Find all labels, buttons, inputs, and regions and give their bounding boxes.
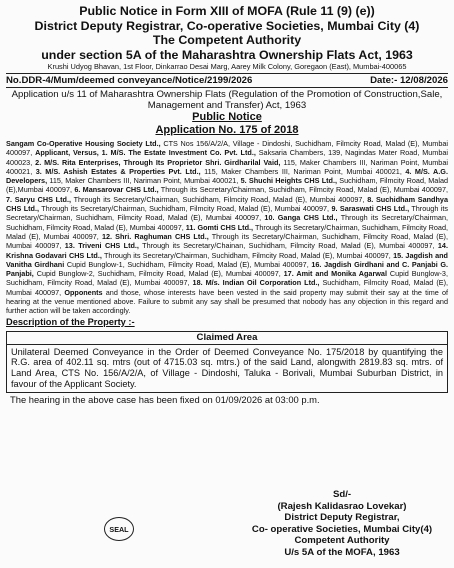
hearing-date: The hearing in the above case has been fixed on 01/09/2026 at 03:00 p.m. — [10, 393, 320, 405]
party-detail: Suchidham, Filmcity Road, Malad (E), Mumbai 400097, — [6, 278, 449, 297]
party-name: 15. Jagdish and Vanitha Girdhani — [6, 250, 448, 269]
party-detail: Through its Secretary/Chairman, Suchidham, Filmcity Road, Malad (E), Mumbai 400097, — [39, 204, 332, 214]
reference-row — [6, 73, 448, 88]
notice-heading-registrar: District Deputy Registrar, Co-operative Societies, Mumbai City (4) — [34, 18, 420, 33]
party-detail: 115, Maker Chambers III, Nariman Point, Mumbai 400021, — [47, 176, 241, 186]
party-detail: Cupid Bunglow-2, Suchidham, Filmcity Road, Malad (E), Mumbai 400097, — [33, 269, 284, 279]
party-detail: and those, whose interests have been vested in the said property may submit their say at the time of hearing at the venue mentioned above. Failure to submit any say shall be presumed that nobody has any objection in this regard and further action will be taken accordingly. — [6, 287, 448, 316]
party-name: 2. M/S. Rita Enterprises, Through Its Proprietor Shri. Girdharilal Vaid, — [35, 157, 281, 167]
signature-block — [236, 489, 448, 559]
party-name: 9. Saraswati CHS Ltd., — [331, 204, 410, 214]
seal-stamp: SEAL — [104, 517, 134, 541]
party-detail: Through its Secretary/Chairman, Suchidham, Filmcity Road, Malad (E), Mumbai 400097, — [6, 213, 448, 232]
party-detail: CTS Nos 156/A/2/A, Village - Dindoshi, Suchidham, Filmcity Road, Malad (E), Mumbai 400097, — [6, 139, 449, 158]
signatory-name: (Rajesh Kalidasrao Lovekar) — [277, 500, 407, 512]
office-address: Krushi Udyog Bhavan, 1st Floor, Dinkarrao Desai Marg, Aarey Milk Colony, Goregaon (East), Mumbai-400065 — [47, 62, 407, 71]
notice-heading-form: Public Notice in Form XIII of MOFA (Rule 11 (9) (e)) — [79, 4, 375, 18]
party-name: 16. Jagdish Girdhani and C. Panjabi G. Panjabi, — [6, 259, 448, 279]
party-detail: Through its Secretary/Chairman, Suchidham, Filmcity Road, Malad (E), Mumbai 400097, — [70, 194, 368, 204]
party-name: 14. Krishna Godavari CHS Ltd., — [6, 241, 448, 260]
party-detail: 115, Maker Chambers III, Nariman Point, Mumbai 400021, — [200, 166, 406, 176]
party-name: 13. Triveni CHS Ltd., — [64, 241, 139, 251]
claimed-area-title: Claimed Area — [7, 332, 447, 345]
signatory-title-2: Co- operative Societies, Mumbai City(4) — [251, 523, 433, 535]
party-detail: Through its Secretary/Chairman, Suchidham, Filmcity Road, Malad (E), Mumbai 400097, — [6, 231, 448, 251]
party-detail: Through its Secretary/Chainan, Suchidham, Filmcity Road, Malad (E), Mumbai 400097, — [138, 241, 438, 251]
application-number: Application No. 175 of 2018 — [155, 124, 299, 136]
party-detail: Suchidham, Filmcity Road, Malad (E),Mumbai 400097, — [6, 176, 449, 195]
party-name: Opponents — [64, 287, 103, 297]
party-name: 10. Ganga CHS Ltd., — [264, 213, 338, 223]
party-detail: 115, Maker Chambers III, Nariman Point, Mumbai 400021, — [6, 157, 448, 176]
party-name: 6. Mansarovar CHS Ltd., — [74, 185, 159, 195]
party-name: 12. Shri. Raghuman CHS Ltd., — [101, 231, 209, 241]
party-name: 11. Gomti CHS Ltd., — [185, 222, 254, 232]
claimed-area-box — [6, 331, 448, 393]
notice-body — [6, 139, 448, 316]
notice-heading-authority: The Competent Authority — [152, 33, 302, 47]
party-name: 4. M/S. A.G. Developers, — [6, 166, 448, 186]
party-detail: Cupid Bunglow-3, Suchidham, Filmcity Road, Malad (E), Mumbai 400097, — [6, 269, 448, 288]
notice-date: Date:- 12/08/2026 — [370, 75, 448, 86]
signatory-title-1: District Deputy Registrar, — [284, 512, 400, 524]
party-name: Applicant, Versus, 1. M/S. The Estate Investment Co. Pvt. Ltd., — [35, 148, 256, 158]
intro-text: Application u/s 11 of Maharashtra Ownership Flats (Regulation of the Promotion of Construction,Sale, Management and Transfer) Act, 1963 — [11, 89, 443, 111]
property-description-label: Description of the Property :- — [6, 316, 135, 327]
party-name: 8. Suchidham Sandhya CHS Ltd., — [6, 194, 448, 214]
party-detail: Cupid Bunglow-1, Suchidham, Filmcity Road, Malad (E), Mumbai 400097, — [64, 259, 312, 269]
signature-sd: Sd/- — [332, 489, 352, 500]
reference-number: No.DDR-4/Mum/deemed conveyance/Notice/2199/2026 — [6, 75, 253, 86]
party-name: Sangam Co-Operative Housing Society Ltd., — [6, 139, 161, 148]
party-detail: Through its Secretary/Chairman, Suchidham, Filmcity Road, Malad (E), Mumbai 400097, — [101, 250, 394, 260]
party-detail: Through its Secretary/Chairman, Suchidham, Filmcity Road, Malad (E), Mumbai 400097, — [158, 185, 448, 195]
party-name: 5. Shuchi Heights CHS Ltd., — [240, 176, 338, 186]
party-name: 7. Saryu CHS Ltd., — [6, 194, 71, 204]
party-detail: Through its Secretary/Chairman, Suchidham, Filmcity Road, Malad (E), Mumbai 400097, — [6, 204, 448, 223]
public-notice-label: Public Notice — [192, 111, 262, 123]
party-detail: Saksaria Chambers, 139, Nagindas Mater Road, Mumbai 400023, — [6, 148, 448, 167]
signatory-title-3: Competent Authority — [294, 535, 390, 547]
party-name: 18. M/s. Indian Oil Corporation Ltd., — [192, 278, 320, 288]
notice-heading-section: under section 5A of the Maharashtra Ownership Flats Act, 1963 — [41, 47, 413, 62]
party-name: 3. M/S. Ashish Estates & Properties Pvt. Ltd., — [35, 166, 201, 176]
party-detail: Through its Secretary/Chairman, Suchidham, Filmcity Road, Malad (E), Mumbai 400097, — [6, 222, 448, 241]
signatory-title-4: U/s 5A of the MOFA, 1963 — [284, 546, 400, 558]
claimed-area-text: Unilateral Deemed Conveyance in the Order of Deemed Conveyance No. 175/2018 by quantifying the R.G. area of 402.11 sq. mtrs (out of 4715.03 sq. mtrs.) of the said Land, alongwith 2819.83 sq. mtrs. of Land Area, CTS No. 156/A/2/A, of Village - Dindoshi, Taluka - Borivali, Mumbai Suburban District, in favour of the Applicant Society. — [11, 346, 443, 390]
party-name: 17. Amit and Monika Agarwal — [283, 269, 387, 279]
